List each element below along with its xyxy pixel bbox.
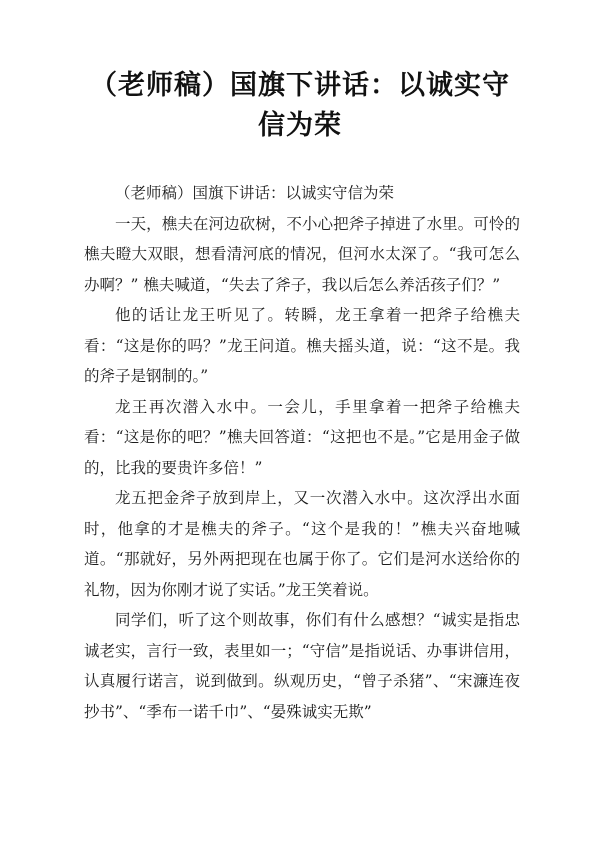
paragraph-story-start: 一天，樵夫在河边砍树，不小心把斧子掉进了水里。可怜的樵夫瞪大双眼，想看清河底的情况，但河水太深了。“我可怎么办啊？” 樵夫喊道，“失去了斧子，我以后怎么养活孩子们？”	[84, 214, 520, 294]
document-body	[84, 178, 520, 727]
document-title: （老师稿）国旗下讲话：以诚实守信为荣	[90, 70, 510, 141]
paragraph-golden-axe: 龙王再次潜入水中。一会儿，手里拿着一把斧子给樵夫看：“这是你的吧？”樵夫回答道：“这把也不是。”它是用金子做的，比我的要贵许多倍！”	[84, 397, 520, 477]
paragraph-subtitle: （老师稿）国旗下讲话：以诚实守信为荣	[115, 184, 395, 202]
paragraph-steel-axe: 龙五把金斧子放到岸上，又一次潜入水中。这次浮出水面时，他拿的才是樵夫的斧子。“这个是我的！”樵夫兴奋地喊道。“那就好，另外两把现在也属于你了。它们是河水送给你的礼物，因为你刚才说了实话。”龙王笑着说。	[84, 489, 520, 599]
paragraph-reflection: 同学们，听了这个则故事，你们有什么感想？“诚实是指忠诚老实，言行一致，表里如一；“守信”是指说话、办事讲信用，认真履行诺言，说到做到。纵观历史，“曾子杀猪”、“宋濂连夜抄书”、“季布一诺千巾”、“晏殊诚实无欺”	[84, 611, 520, 721]
paragraph-first-axe: 他的话让龙王听见了。转瞬，龙王拿着一把斧子给樵夫看：“这是你的吗？”龙王问道。樵夫摇头道，说：“这不是。我的斧子是钢制的。”	[84, 306, 520, 385]
